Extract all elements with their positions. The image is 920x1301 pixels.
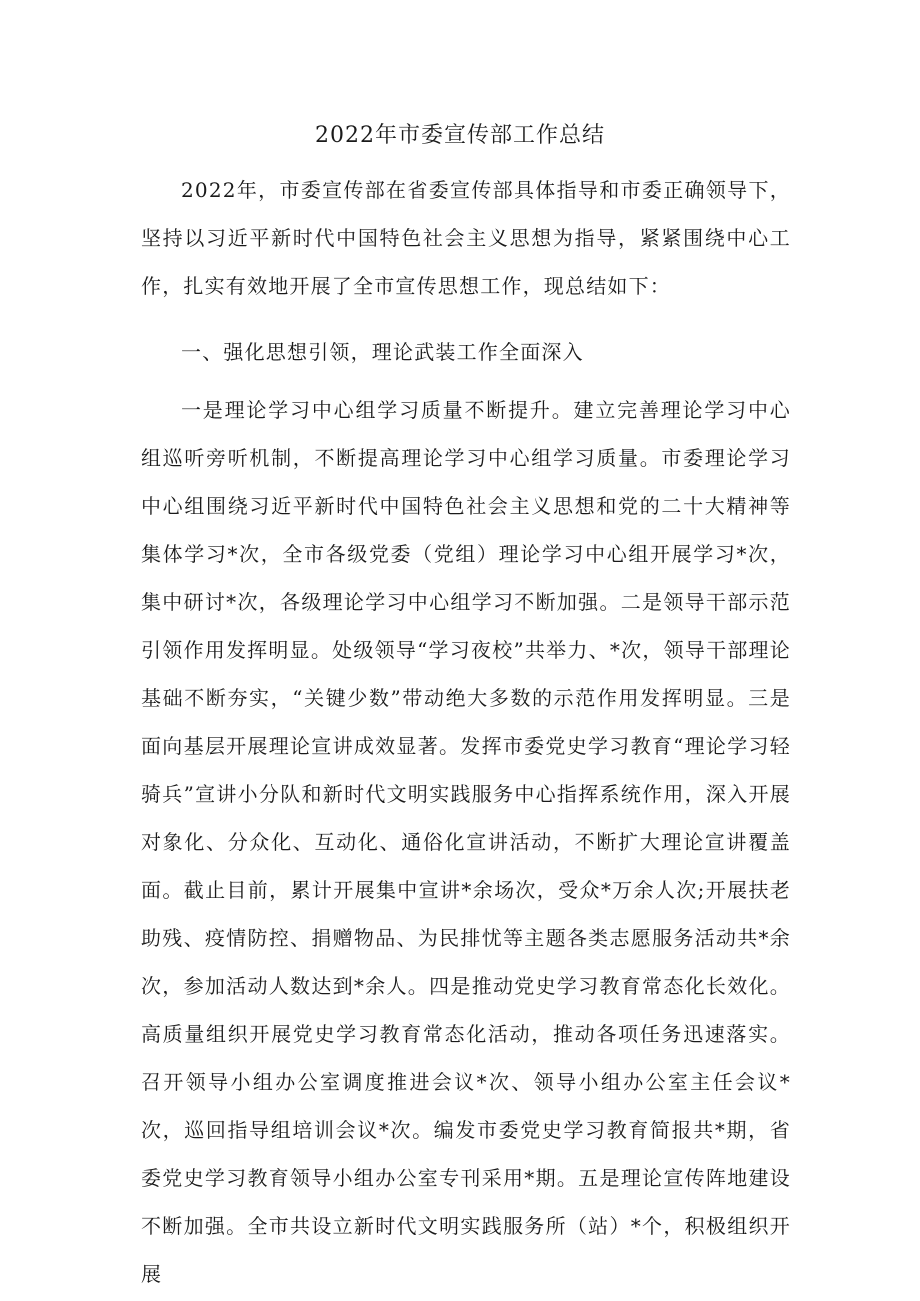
body-paragraph: 一是理论学习中心组学习质量不断提升。建立完善理论学习中心组巡听旁听机制，不断提高理论学习中心组学习质量。市委理论学习中心组围绕习近平新时代中国特色社会主义思想和党的二十大精神等集体学习*次，全市各级党委（党组）理论学习中心组开展学习*次，集中研讨*次，各级理论学习中心组学习不断加强。二是领导干部示范引领作用发挥明显。处级领导“学习夜校”共举力、*次，领导干部理论基础不断夯实，“关键少数”带动绝大多数的示范作用发挥明显。三是面向基层开展理论宣讲成效显著。发挥市委党史学习教育“理论学习轻骑兵”宣讲小分队和新时代文明实践服务中心指挥系统作用，深入开展对象化、分众化、互动化、通俗化宣讲活动，不断扩大理论宣讲覆盖面。截止目前，累计开展集中宣讲*余场次，受众*万余人次;开展扶老助残、疫情防控、捐赠物品、为民排忧等主题各类志愿服务活动共*余次，参加活动人数达到*余人。四是推动党史学习教育常态化长效化。高质量组织开展党史学习教育常态化活动，推动各项任务迅速落实。召开领导小组办公室调度推进会议*次、领导小组办公室主任会议*次，巡回指导组培训会议*次。编发市委党史学习教育简报共*期，省委党史学习教育领导小组办公室专刊采用*期。五是理论宣传阵地建设不断加强。全市共设立新时代文明实践服务所（站）*个，积极组织开展 — [141, 398, 791, 1286]
section-heading: 一、强化思想引领，理论武装工作全面深入 — [181, 340, 584, 364]
intro-paragraph: 2022年，市委宣传部在省委宣传部具体指导和市委正确领导下，坚持以习近平新时代中国特色社会主义思想为指导，紧紧围绕中心工作，扎实有效地开展了全市宣传思想工作，现总结如下： — [141, 178, 791, 298]
document-title: 2022年市委宣传部工作总结 — [315, 123, 605, 148]
